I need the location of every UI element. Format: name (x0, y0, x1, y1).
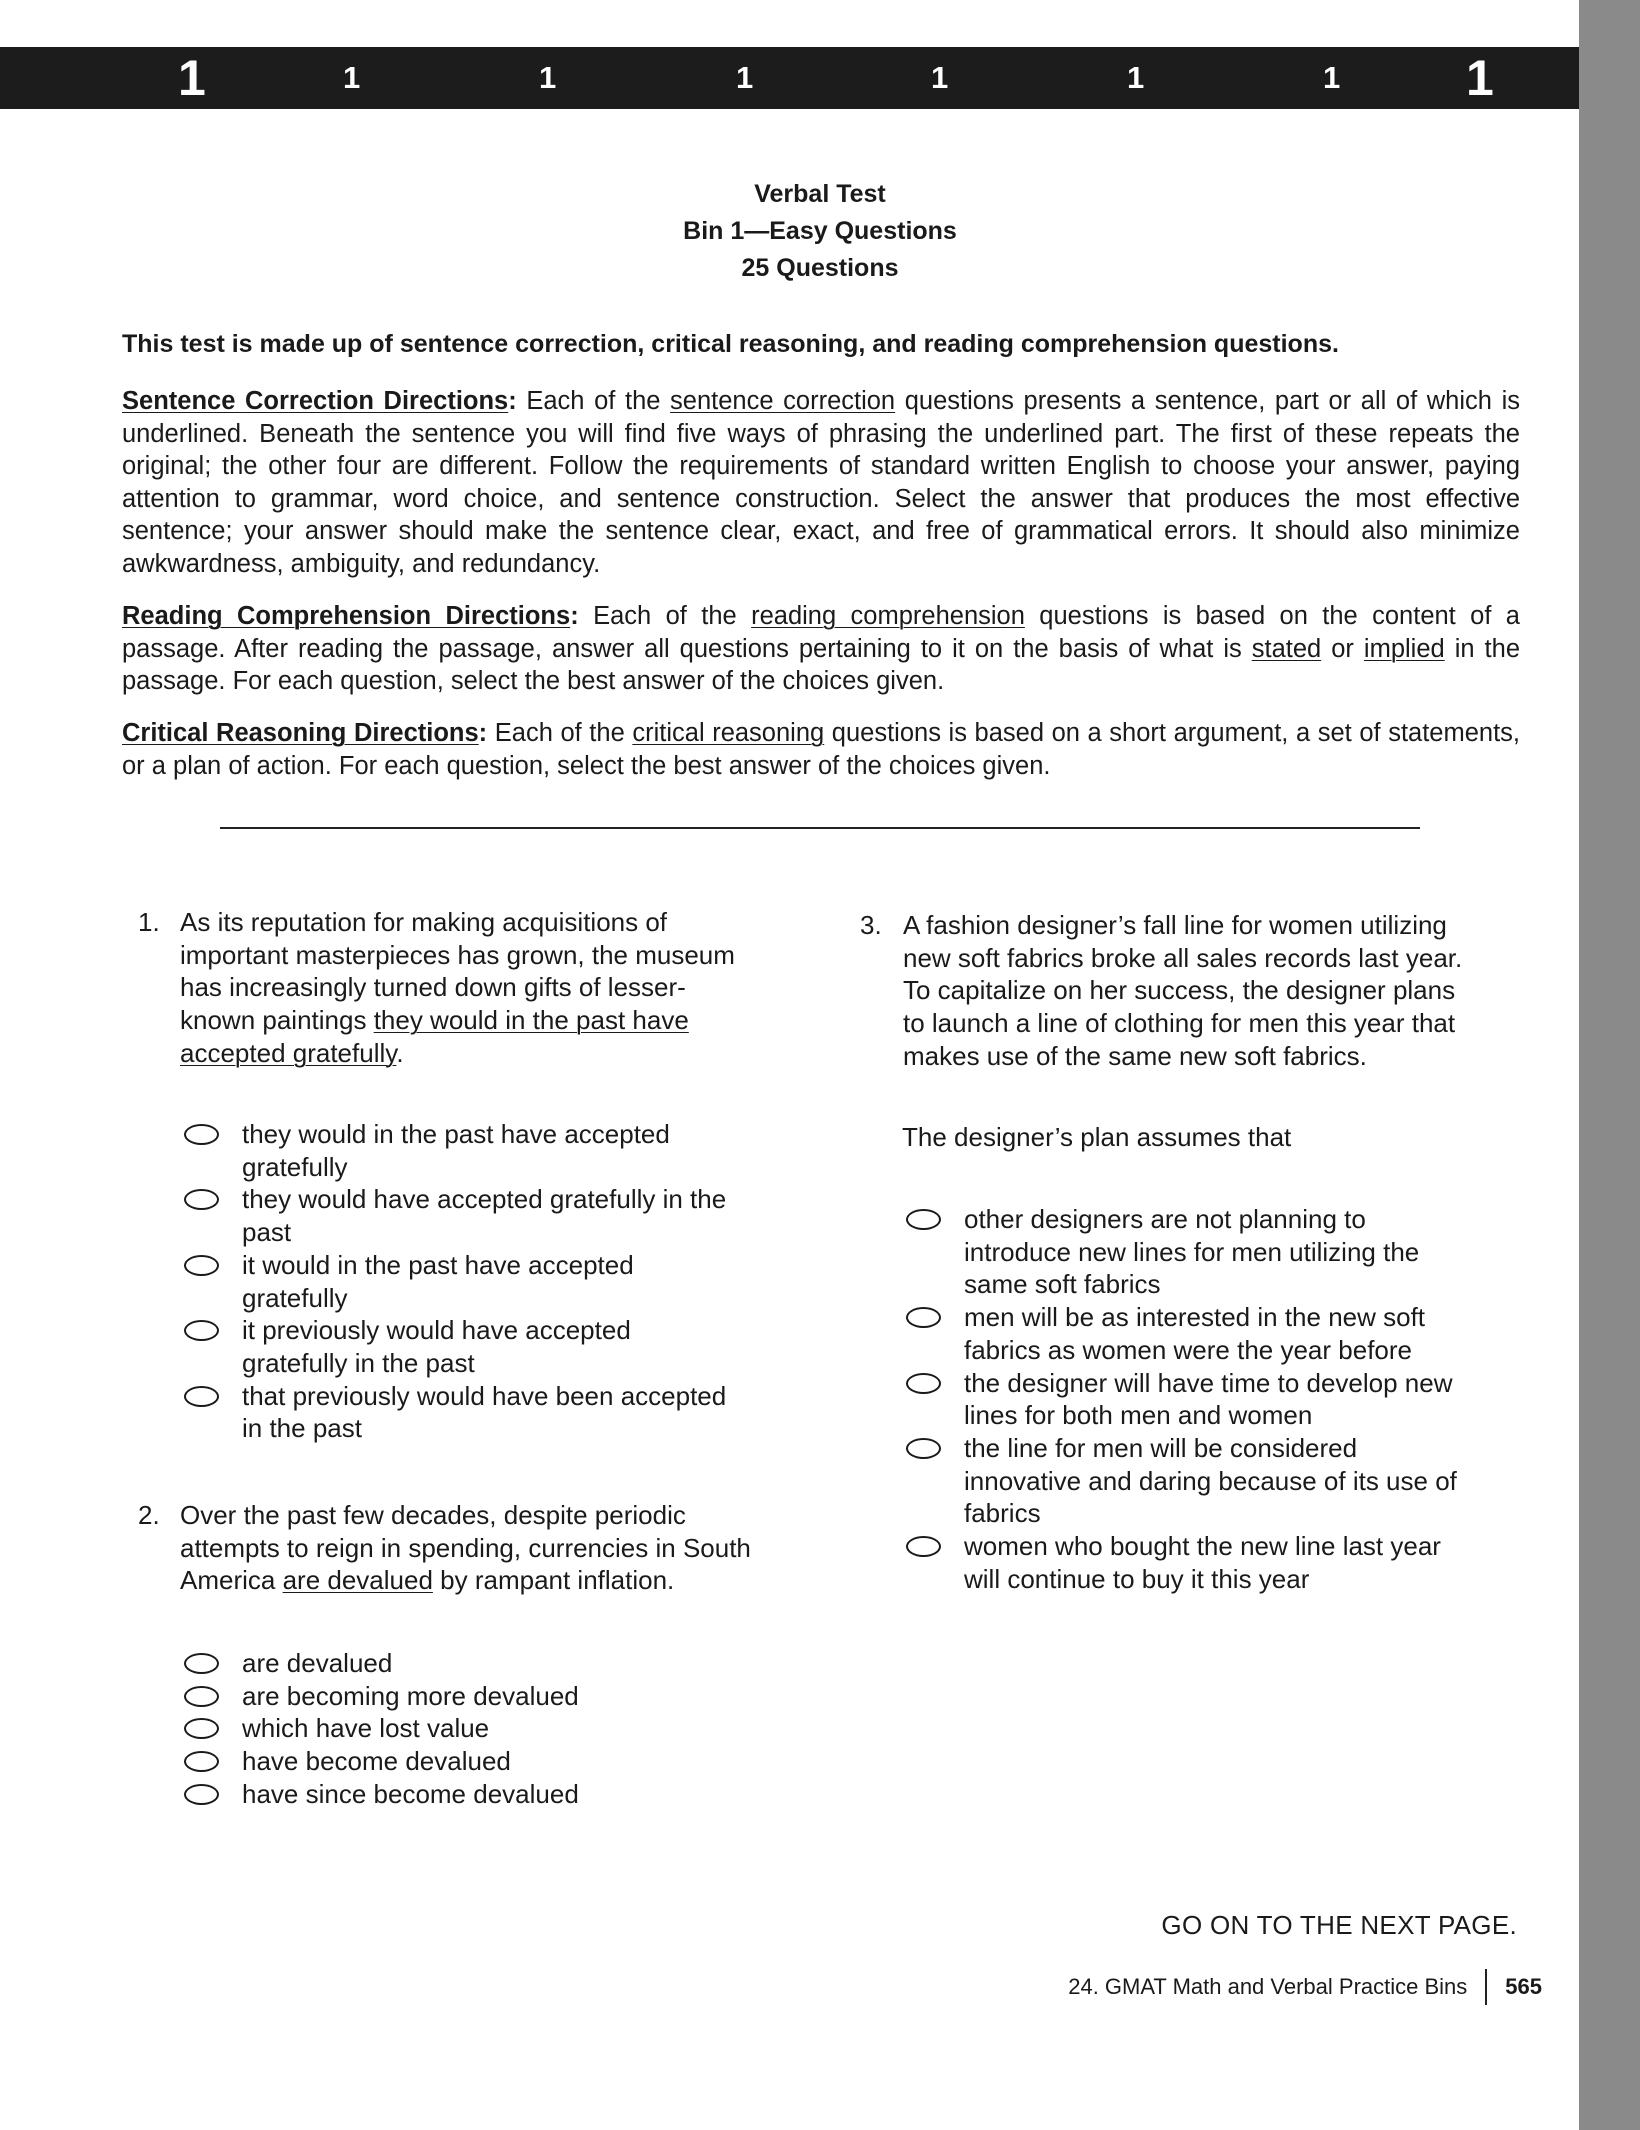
choice-text: have since become devalued (242, 1778, 579, 1809)
answer-choice[interactable] (182, 1745, 742, 1778)
answer-choice[interactable] (182, 1249, 742, 1314)
directions-label: Sentence Correction Directions (122, 387, 509, 415)
underlined-part: accepted gratefully (180, 1037, 397, 1068)
answer-choices-q1 (182, 1118, 742, 1445)
test-subtitle: Bin 1—Easy Questions (683, 217, 957, 245)
test-heading (0, 176, 1640, 287)
stated-term: stated (1251, 634, 1322, 663)
critical-reasoning-directions: Critical Reasoning Directions: Each of the critical reasoning questions is based on a short argument, a set of statements, or a plan of action. For each question, select the best answer of the choices given. (122, 719, 1520, 780)
next-page-notice: GO ON TO THE NEXT PAGE. (1161, 1910, 1517, 1940)
answer-bubble[interactable] (184, 1320, 219, 1341)
answer-choices-q2 (182, 1647, 742, 1811)
question-number: 3. (860, 910, 882, 940)
answer-bubble[interactable] (184, 1751, 219, 1772)
choice-text: they would in the past have accepted gratefully (242, 1119, 670, 1182)
answer-choice[interactable] (182, 1380, 742, 1445)
section-number: 1 (1323, 60, 1341, 95)
question-stem: The designer’s plan assumes that (902, 1122, 1292, 1152)
answer-bubble[interactable] (906, 1209, 941, 1230)
choice-text: the designer will have time to develop new lines for both men and women (964, 1367, 1453, 1431)
underlined-part: are devalued (282, 1565, 433, 1596)
section-number: 1 (1466, 50, 1494, 106)
section-number: 1 (931, 60, 949, 95)
choice-text: it previously would have accepted gratefully in the past (242, 1315, 631, 1378)
choice-text: which have lost value (242, 1713, 490, 1744)
answer-bubble[interactable] (906, 1373, 941, 1394)
choice-text: the line for men will be considered innovative and daring because of its use of fabrics (964, 1432, 1457, 1529)
answer-bubble[interactable] (184, 1718, 219, 1739)
answer-bubble[interactable] (906, 1536, 941, 1557)
answer-bubble[interactable] (906, 1438, 941, 1459)
question-text: As its reputation for making acquisitions of important masterpieces has grown, the museum has increasingly turned down gifts of lesser- known paintings they would in the past have accepted gratefully. (180, 907, 735, 1068)
answer-bubble[interactable] (184, 1686, 219, 1707)
answer-choice[interactable] (182, 1183, 742, 1248)
section-number: 1 (178, 50, 206, 106)
choice-text: women who bought the new line last year will continue to buy it this year (964, 1531, 1441, 1594)
question-text: A fashion designer’s fall line for women utilizing new soft fabrics broke all sales records last year. To capitalize on her success, the designer plans to launch a line of clothing for men this year that makes use of the same new soft fabrics. (903, 910, 1463, 1071)
reading-comprehension-directions: Reading Comprehension Directions: Each of the reading comprehension questions is based on the content of a passage. After reading the passage, answer all questions pertaining to it on the basis of what is stated or implied in the passage. For each question, select the best answer of the choices given. (122, 602, 1521, 696)
answer-choice[interactable] (904, 1301, 1464, 1366)
choice-text: men will be as interested in the new soft fabrics as women were the year before (964, 1302, 1426, 1365)
choice-text: other designers are not planning to introduce new lines for men utilizing the same soft fabrics (964, 1204, 1420, 1300)
answer-bubble[interactable] (184, 1124, 219, 1145)
answer-bubble[interactable] (906, 1307, 941, 1328)
answer-choice[interactable] (182, 1647, 742, 1680)
test-intro: This test is made up of sentence correction, critical reasoning, and reading comprehension questions. (122, 330, 1339, 358)
answer-choice[interactable] (182, 1712, 742, 1745)
section-number: 1 (1127, 60, 1145, 95)
choice-text: are devalued (242, 1648, 393, 1678)
choice-text: that previously would have been accepted in the past (242, 1380, 727, 1444)
page-edge-bar (1579, 0, 1640, 2130)
question-number: 2. (138, 1500, 160, 1530)
answer-choice[interactable] (904, 1367, 1464, 1432)
section-number: 1 (343, 60, 361, 95)
sentence-correction-directions: Sentence Correction Directions: Each of the sentence correction questions presents a sentence, part or all of which is underlined. Beneath the sentence you will find five ways of phrasing the underlined part. The first of these repeats the original; the other four are different. Follow the requirements of standard written English to choose your answer, paying attention to grammar, word choice, and sentence construction. Select the answer that produces the most effective sentence; your answer should make the sentence clear, exact, and free of grammatical errors. It should also minimize awkwardness, ambiguity, and redundancy. (122, 387, 1520, 578)
question-text: Over the past few decades, despite periodic attempts to reign in spending, currencies in South America are devalued by rampant inflation. (180, 1500, 751, 1596)
section-number: 1 (736, 60, 754, 95)
answer-choice[interactable] (904, 1530, 1464, 1595)
directions-term: sentence correction (670, 387, 896, 415)
choice-text: have become devalued (242, 1746, 511, 1777)
section-number: 1 (539, 60, 557, 95)
answer-choice[interactable] (182, 1118, 742, 1183)
implied-term: implied (1363, 634, 1445, 663)
directions-term: reading comprehension (751, 602, 1025, 630)
answer-choice[interactable] (904, 1203, 1464, 1301)
answer-bubble[interactable] (184, 1189, 219, 1210)
directions-label: Critical Reasoning Directions (122, 719, 479, 747)
section-number-band (0, 47, 1579, 109)
page-footer (1068, 1969, 1542, 2005)
answer-choice[interactable] (904, 1432, 1464, 1530)
underlined-part: they would in the past have (373, 1005, 689, 1036)
answer-choices-q3 (904, 1203, 1464, 1595)
test-title: Verbal Test (754, 180, 886, 208)
answer-choice[interactable] (182, 1680, 742, 1713)
question-number: 1. (138, 907, 160, 937)
question-count: 25 Questions (741, 254, 899, 282)
choice-text: they would have accepted gratefully in the past (242, 1184, 727, 1248)
answer-choice[interactable] (182, 1778, 742, 1811)
chapter-title: 24. GMAT Math and Verbal Practice Bins (1068, 1974, 1468, 1999)
directions-label: Reading Comprehension Directions (122, 602, 571, 630)
choice-text: are becoming more devalued (242, 1680, 579, 1711)
page-number: 565 (1505, 1974, 1542, 1999)
answer-bubble[interactable] (184, 1784, 219, 1805)
answer-bubble[interactable] (184, 1255, 219, 1276)
footer-separator (1485, 1969, 1487, 2005)
answer-bubble[interactable] (184, 1653, 219, 1674)
answer-choice[interactable] (182, 1314, 742, 1379)
section-divider (220, 827, 1420, 829)
choice-text: it would in the past have accepted gratefully (242, 1249, 634, 1313)
answer-bubble[interactable] (184, 1386, 219, 1407)
directions-term: critical reasoning (632, 719, 825, 747)
